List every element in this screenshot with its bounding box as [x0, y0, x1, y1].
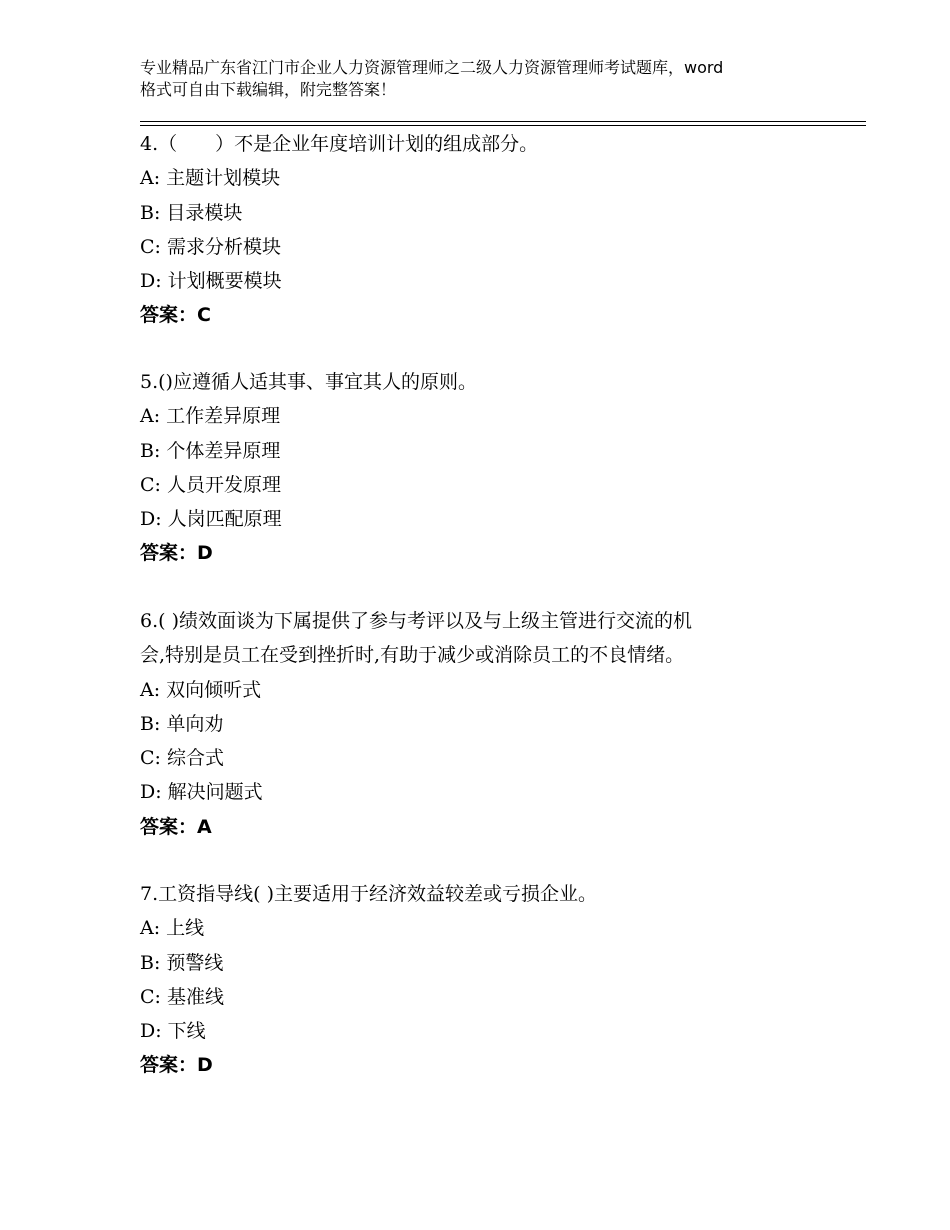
option-c: C: 人员开发原理 [140, 473, 281, 496]
header-divider-bottom [140, 125, 866, 126]
header-line-1: 专业精品广东省江门市企业人力资源管理师之二级人力资源管理师考试题库，word [140, 58, 724, 77]
answer-line: 答案：D [140, 1054, 213, 1077]
option-b: B: 个体差异原理 [140, 439, 281, 462]
option-b: B: 预警线 [140, 951, 224, 974]
option-d: D: 计划概要模块 [140, 270, 282, 293]
option-c: C: 需求分析模块 [140, 235, 281, 258]
option-a: A: 双向倾听式 [140, 678, 262, 701]
option-a: A: 主题计划模块 [140, 167, 281, 190]
option-c: C: 基准线 [140, 985, 224, 1008]
option-a: A: 工作差异原理 [140, 405, 281, 428]
question-stem: 7.工资指导线( )主要适用于经济效益较差或亏损企业。 [140, 883, 597, 905]
question-6 [140, 604, 840, 844]
option-c: C: 综合式 [140, 747, 224, 770]
question-4 [140, 127, 840, 333]
answer-line: 答案：A [140, 815, 212, 838]
question-stem: 5.()应遵循人适其事、事宜其人的原则。 [140, 371, 477, 393]
document-header [140, 57, 840, 101]
answer-line: 答案：C [140, 304, 211, 327]
option-a: A: 上线 [140, 917, 205, 940]
answer-line: 答案：D [140, 542, 213, 565]
option-b: B: 单向劝 [140, 712, 224, 735]
option-b: B: 目录模块 [140, 201, 243, 224]
question-7 [140, 877, 840, 1083]
header-line-2: 格式可自由下载编辑，附完整答案！ [140, 80, 397, 99]
option-d: D: 人岗匹配原理 [140, 508, 282, 531]
option-d: D: 下线 [140, 1020, 206, 1043]
question-stem: 4.（ ）不是企业年度培训计划的组成部分。 [140, 133, 539, 155]
option-d: D: 解决问题式 [140, 781, 263, 804]
header-divider-top [140, 121, 866, 122]
question-stem-line-1: 6.( )绩效面谈为下属提供了参与考评以及与上级主管进行交流的机 [140, 610, 692, 632]
question-5 [140, 365, 840, 571]
question-stem-line-2: 会,特别是员工在受到挫折时,有助于减少或消除员工的不良情绪。 [140, 644, 685, 667]
